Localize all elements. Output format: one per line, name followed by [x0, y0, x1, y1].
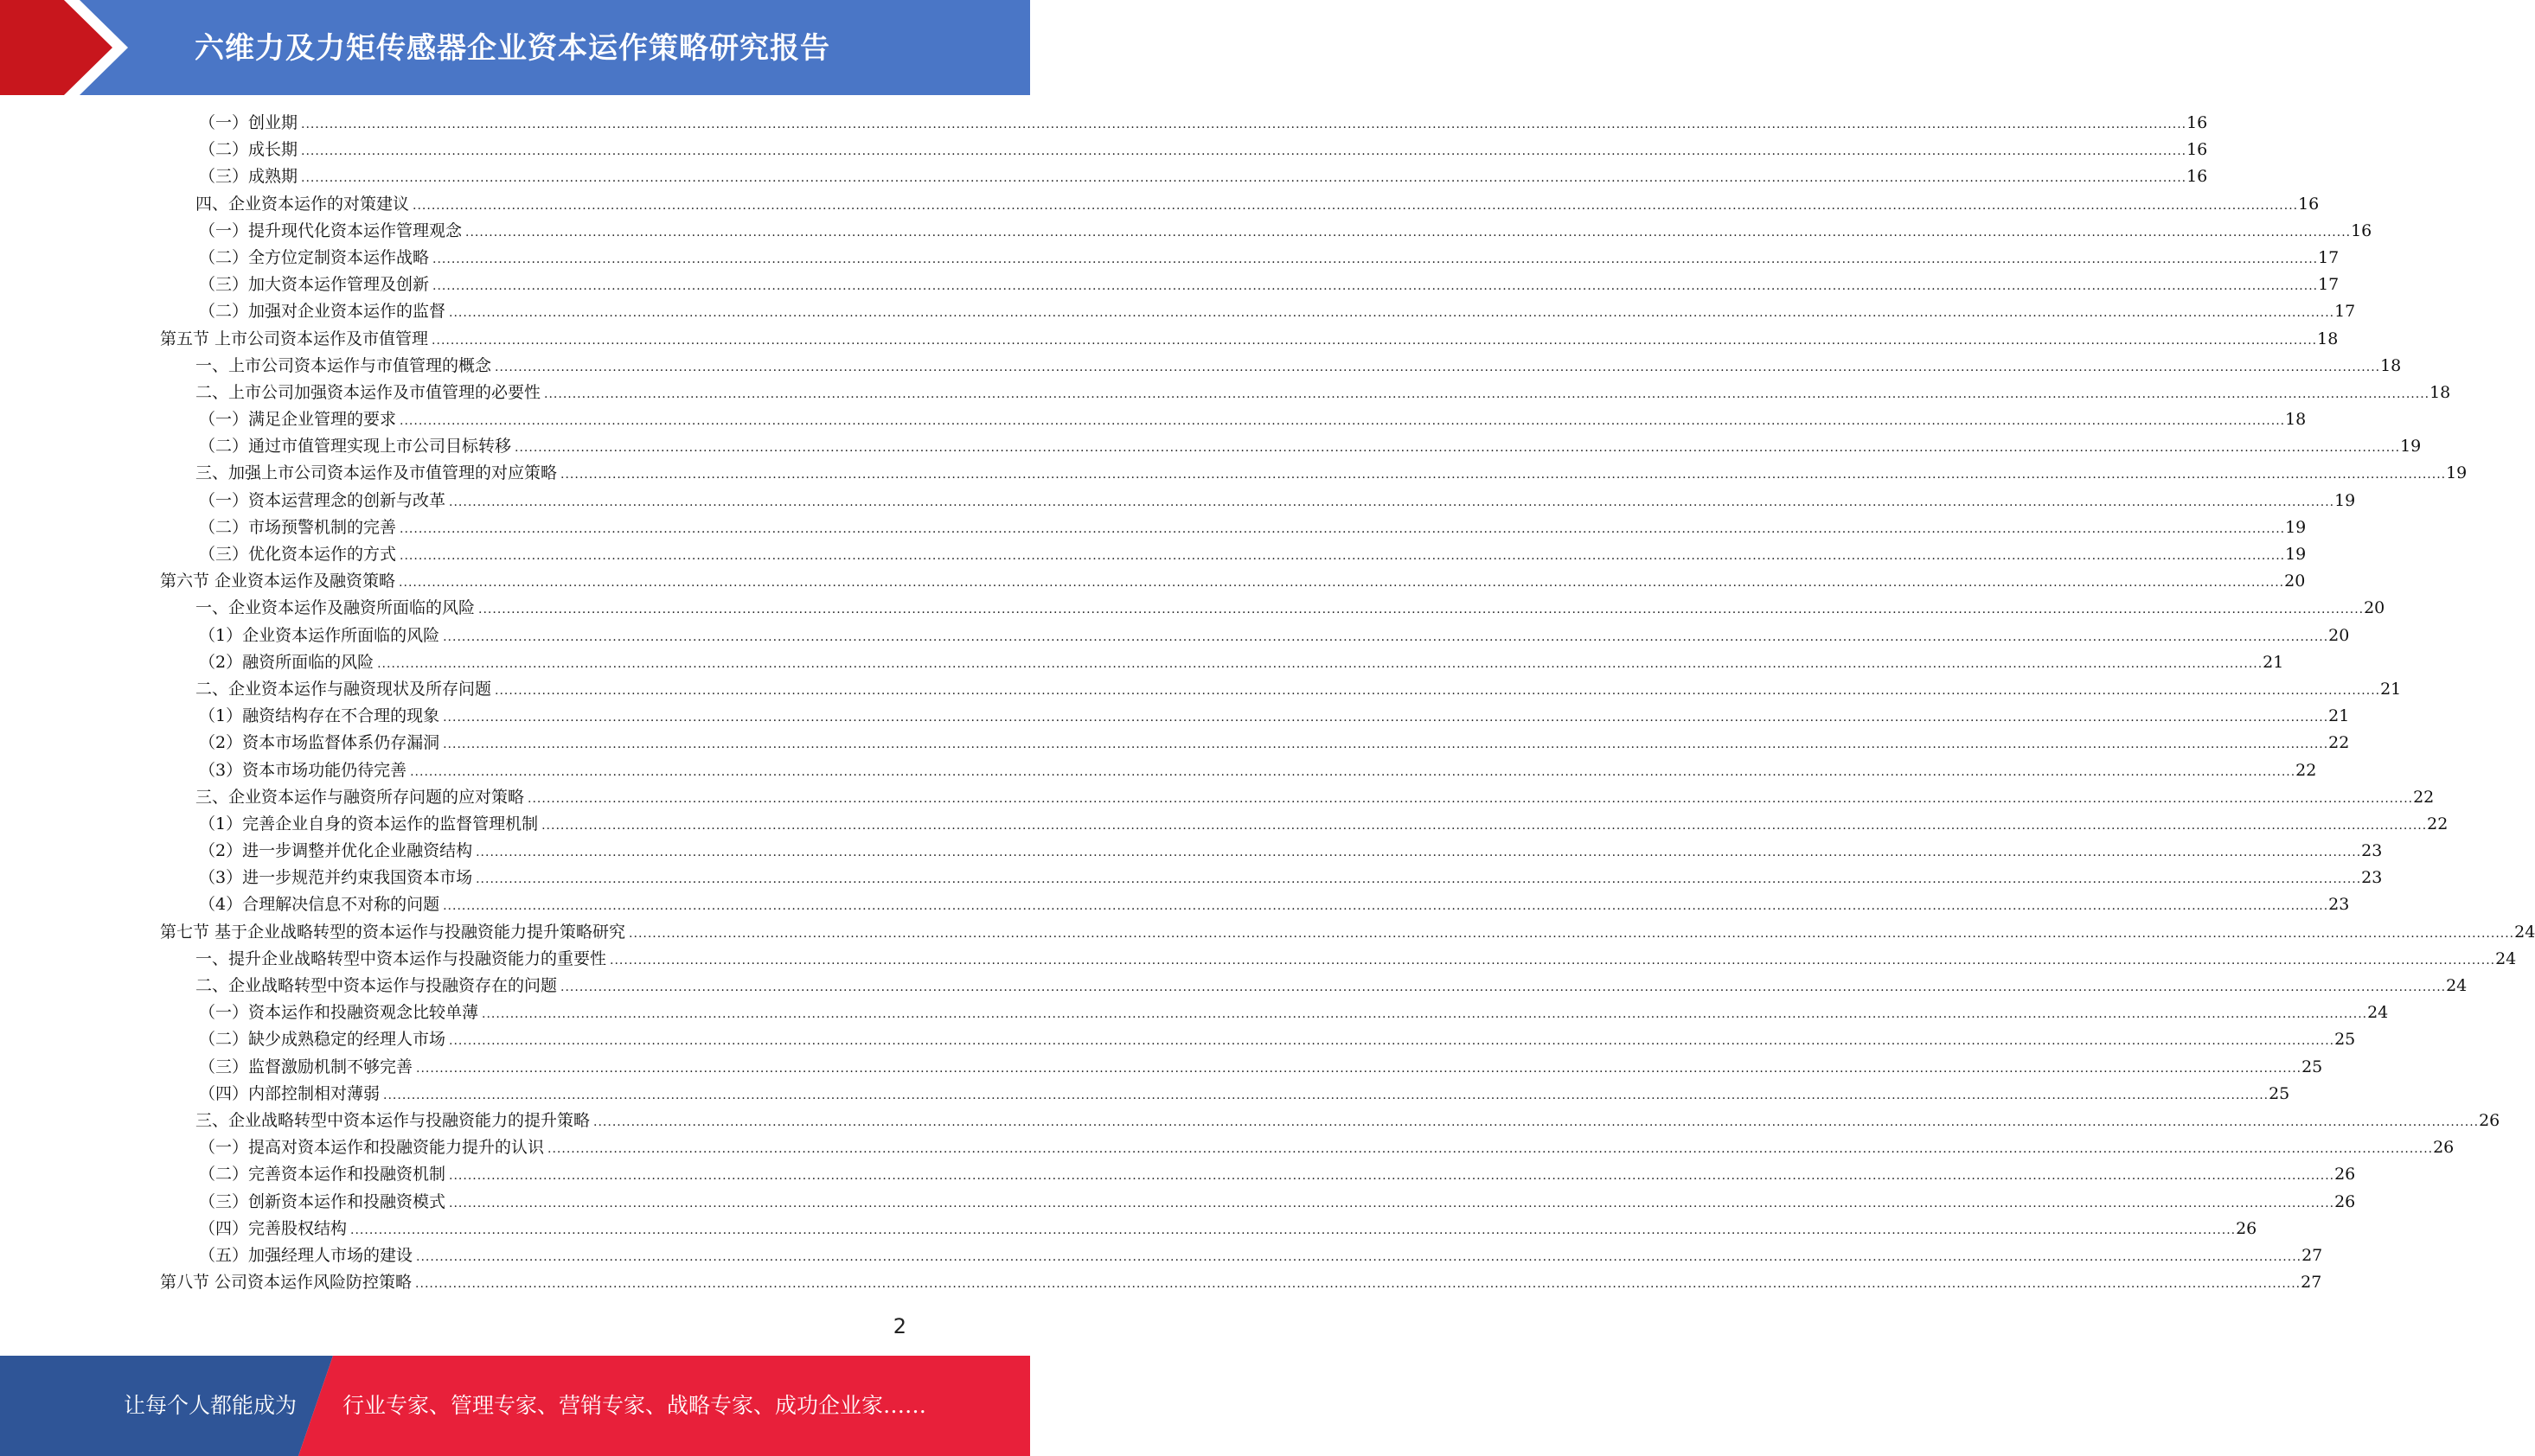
toc-leader-dots: ................................................................................................................................................................................................................................................................................................................................................................................................................	[416, 1061, 2302, 1076]
footer-slogan-left: 让每个人都能成为	[124, 1393, 298, 1418]
toc-leader-dots: ................................................................................................................................................................................................................................................................................................................................................................................................................	[413, 198, 2299, 213]
toc-entry-page: 22	[2427, 814, 2449, 833]
toc-entry-page: 20	[2328, 625, 2350, 645]
toc-entry-page: 16	[2186, 140, 2208, 160]
toc-leader-dots: ................................................................................................................................................................................................................................................................................................................................................................................................................	[528, 791, 2414, 806]
toc-entry[interactable]	[0, 623, 2350, 649]
toc-entry-label: （二）加强对企业资本运作的监督	[199, 302, 446, 322]
toc-entry[interactable]	[0, 1269, 2322, 1296]
toc-entry[interactable]	[0, 946, 2517, 973]
toc-entry-label: 三、加强上市公司资本运作及市值管理的对应策略	[195, 463, 558, 483]
toc-leader-dots: ................................................................................................................................................................................................................................................................................................................................................................................................................	[560, 468, 2447, 482]
toc-entry-page: 19	[2446, 463, 2468, 483]
toc-leader-dots: ................................................................................................................................................................................................................................................................................................................................................................................................................	[400, 414, 2286, 429]
toc-entry[interactable]	[0, 1108, 2500, 1134]
toc-entry[interactable]	[0, 1161, 2356, 1188]
toc-entry[interactable]	[0, 1134, 2455, 1161]
toc-entry[interactable]	[0, 811, 2449, 838]
toc-entry-page: 23	[2328, 895, 2350, 915]
toc-leader-dots: ................................................................................................................................................................................................................................................................................................................................................................................................................	[495, 360, 2381, 374]
toc-leader-dots: ................................................................................................................................................................................................................................................................................................................................................................................................................	[465, 225, 2352, 239]
toc-entry-page: 21	[2380, 679, 2402, 699]
toc-leader-dots: ................................................................................................................................................................................................................................................................................................................................................................................................................	[416, 1249, 2302, 1264]
toc-entry-label: 三、企业资本运作与融资所存问题的应对策略	[195, 787, 525, 807]
toc-entry-page: 22	[2328, 733, 2350, 753]
toc-entry-page: 24	[2446, 976, 2468, 995]
toc-leader-dots: ................................................................................................................................................................................................................................................................................................................................................................................................................	[515, 441, 2401, 456]
toc-entry-label: 第五节 上市公司资本运作及市值管理	[160, 329, 429, 348]
toc-entry[interactable]	[0, 919, 2535, 946]
toc-entry[interactable]	[0, 488, 2356, 514]
toc-entry[interactable]	[0, 784, 2435, 811]
toc-entry-label: （一）资本运营理念的创新与改革	[199, 490, 446, 510]
page-footer	[0, 1356, 1030, 1456]
toc-leader-dots: ................................................................................................................................................................................................................................................................................................................................................................................................................	[476, 872, 2362, 887]
toc-leader-dots: ................................................................................................................................................................................................................................................................................................................................................................................................................	[449, 306, 2335, 321]
toc-entry-label: （五）加强经理人市场的建设	[199, 1245, 413, 1265]
toc-entry-page: 27	[2301, 1245, 2323, 1265]
toc-entry-label: （一）创业期	[199, 113, 298, 132]
toc-entry-page: 26	[2433, 1138, 2455, 1158]
toc-entry[interactable]	[0, 245, 2340, 271]
toc-entry-page: 24	[2495, 948, 2517, 968]
toc-entry-page: 26	[2479, 1110, 2500, 1130]
toc-leader-dots: ................................................................................................................................................................................................................................................................................................................................................................................................................	[301, 118, 2187, 131]
toc-entry-label: （二）通过市值管理实现上市公司目标转移	[199, 437, 512, 457]
toc-entry-page: 25	[2334, 1030, 2356, 1050]
toc-leader-dots: ................................................................................................................................................................................................................................................................................................................................................................................................................	[482, 1007, 2368, 1022]
toc-entry[interactable]	[0, 541, 2307, 568]
toc-leader-dots: ................................................................................................................................................................................................................................................................................................................................................................................................................	[560, 980, 2447, 994]
toc-entry-page: 18	[2380, 355, 2402, 375]
toc-entry-label: 一、提升企业战略转型中资本运作与投融资能力的重要性	[195, 948, 607, 968]
toc-entry-page: 19	[2334, 490, 2356, 510]
toc-entry[interactable]	[0, 1216, 2257, 1242]
toc-entry-label: （二）市场预警机制的完善	[199, 517, 397, 537]
toc-leader-dots: ................................................................................................................................................................................................................................................................................................................................................................................................................	[478, 603, 2365, 617]
toc-entry-label: （三）监督激励机制不够完善	[199, 1057, 413, 1076]
toc-entry-page: 19	[2285, 517, 2307, 537]
toc-leader-dots: ................................................................................................................................................................................................................................................................................................................................................................................................................	[383, 1088, 2269, 1102]
toc-entry[interactable]	[0, 1189, 2356, 1216]
toc-entry-page: 16	[2298, 194, 2320, 214]
toc-entry-page: 27	[2301, 1273, 2322, 1293]
toc-entry[interactable]	[0, 110, 2208, 137]
toc-entry-label: 第八节 公司资本运作风险防控策略	[160, 1273, 413, 1293]
toc-entry[interactable]	[0, 973, 2468, 999]
toc-entry-label: （3）资本市场功能仍待完善	[199, 760, 407, 780]
toc-entry-label: （2）资本市场监督体系仍存漏洞	[199, 733, 440, 753]
toc-entry[interactable]	[0, 838, 2383, 865]
toc-entry-label: （二）全方位定制资本运作战略	[199, 247, 430, 267]
footer-slogan-right: 行业专家、管理专家、营销专家、战略专家、成功企业家……	[342, 1393, 927, 1418]
toc-entry-page: 26	[2334, 1191, 2356, 1211]
toc-entry-page: 20	[2364, 598, 2385, 618]
toc-entry-label: （三）创新资本运作和投融资模式	[199, 1191, 446, 1211]
toc-leader-dots: ................................................................................................................................................................................................................................................................................................................................................................................................................	[495, 683, 2381, 698]
toc-entry[interactable]	[0, 271, 2340, 298]
toc-entry-page: 17	[2318, 275, 2340, 295]
toc-entry-label: （三）优化资本运作的方式	[199, 545, 397, 564]
toc-entry-label: 第六节 企业资本运作及融资策略	[160, 572, 396, 591]
toc-entry[interactable]	[0, 163, 2208, 190]
toc-entry-label: （三）加大资本运作管理及创新	[199, 275, 430, 295]
toc-entry[interactable]	[0, 595, 2385, 622]
toc-entry-page: 21	[2263, 652, 2284, 672]
toc-leader-dots: ................................................................................................................................................................................................................................................................................................................................................................................................................	[415, 1277, 2301, 1292]
toc-leader-dots: ................................................................................................................................................................................................................................................................................................................................................................................................................	[449, 1196, 2335, 1210]
toc-entry[interactable]	[0, 730, 2350, 757]
toc-leader-dots: ................................................................................................................................................................................................................................................................................................................................................................................................................	[443, 899, 2329, 914]
toc-entry-label: （1）融资结构存在不合理的现象	[199, 706, 440, 726]
toc-leader-dots: ................................................................................................................................................................................................................................................................................................................................................................................................................	[593, 1114, 2480, 1129]
toc-entry-page: 16	[2186, 113, 2208, 132]
toc-entry-label: （一）提升现代化资本运作管理观念	[199, 220, 463, 240]
toc-entry-label: （4）合理解决信息不对称的问题	[199, 895, 440, 915]
toc-entry[interactable]	[0, 1081, 2290, 1108]
toc-entry-label: 四、企业资本运作的对策建议	[195, 194, 410, 214]
toc-entry-label: （3）进一步规范并约束我国资本市场	[199, 868, 473, 888]
document-title: 六维力及力矩传感器企业资本运作策略研究报告	[195, 31, 830, 66]
toc-entry[interactable]	[0, 353, 2402, 380]
toc-entry-label: 三、企业战略转型中资本运作与投融资能力的提升策略	[195, 1110, 591, 1130]
toc-leader-dots: ................................................................................................................................................................................................................................................................................................................................................................................................................	[301, 171, 2187, 186]
toc-entry[interactable]	[0, 298, 2356, 325]
toc-entry-label: （一）满足企业管理的要求	[199, 410, 397, 430]
toc-leader-dots: ................................................................................................................................................................................................................................................................................................................................................................................................................	[400, 549, 2286, 563]
toc-entry[interactable]	[0, 568, 2306, 595]
toc-entry-page: 21	[2328, 706, 2350, 726]
toc-entry[interactable]	[0, 1054, 2323, 1081]
toc-entry[interactable]	[0, 649, 2284, 676]
toc-leader-dots: ................................................................................................................................................................................................................................................................................................................................................................................................................	[476, 846, 2362, 860]
toc-entry-page: 22	[2295, 760, 2317, 780]
toc-entry-page: 16	[2186, 167, 2208, 187]
toc-entry[interactable]	[0, 703, 2350, 730]
toc-leader-dots: ................................................................................................................................................................................................................................................................................................................................................................................................................	[301, 144, 2187, 159]
toc-entry-page: 26	[2334, 1165, 2356, 1185]
toc-entry-label: （一）提高对资本运作和投融资能力提升的认识	[199, 1138, 545, 1158]
toc-entry[interactable]	[0, 865, 2383, 891]
toc-entry-page: 24	[2514, 922, 2535, 942]
toc-entry-label: （二）完善资本运作和投融资机制	[199, 1165, 446, 1185]
toc-entry[interactable]	[0, 326, 2339, 353]
toc-entry-label: （2）进一步调整并优化企业融资结构	[199, 841, 473, 861]
toc-leader-dots: ................................................................................................................................................................................................................................................................................................................................................................................................................	[610, 953, 2496, 967]
toc-leader-dots: ................................................................................................................................................................................................................................................................................................................................................................................................................	[399, 576, 2285, 591]
toc-leader-dots: ................................................................................................................................................................................................................................................................................................................................................................................................................	[449, 1169, 2335, 1184]
toc-entry[interactable]	[0, 406, 2307, 433]
toc-entry-label: （一）资本运作和投融资观念比较单薄	[199, 1003, 479, 1023]
toc-leader-dots: ................................................................................................................................................................................................................................................................................................................................................................................................................	[443, 629, 2329, 644]
toc-entry-page: 16	[2351, 220, 2372, 240]
toc-leader-dots: ................................................................................................................................................................................................................................................................................................................................................................................................................	[410, 764, 2296, 779]
toc-entry[interactable]	[0, 433, 2422, 460]
toc-leader-dots: ................................................................................................................................................................................................................................................................................................................................................................................................................	[449, 495, 2335, 509]
toc-leader-dots: ................................................................................................................................................................................................................................................................................................................................................................................................................	[350, 1223, 2237, 1237]
toc-leader-dots: ................................................................................................................................................................................................................................................................................................................................................................................................................	[547, 1142, 2434, 1157]
toc-entry-label: （二）缺少成熟稳定的经理人市场	[199, 1030, 446, 1050]
toc-entry-label: 二、企业战略转型中资本运作与投融资存在的问题	[195, 976, 558, 995]
toc-entry-page: 23	[2361, 841, 2383, 861]
toc-entry-page: 20	[2284, 572, 2306, 591]
toc-entry-page: 25	[2301, 1057, 2323, 1076]
table-of-contents	[0, 110, 2535, 1296]
toc-entry-page: 18	[2285, 410, 2307, 430]
toc-leader-dots: ................................................................................................................................................................................................................................................................................................................................................................................................................	[443, 711, 2329, 725]
toc-entry-label: 第七节 基于企业战略转型的资本运作与投融资能力提升策略研究	[160, 922, 626, 942]
toc-entry-label: （三）成熟期	[199, 167, 298, 187]
toc-entry[interactable]	[0, 891, 2350, 918]
toc-entry-label: 二、上市公司加强资本运作及市值管理的必要性	[195, 382, 541, 402]
toc-entry[interactable]	[0, 676, 2402, 703]
toc-entry[interactable]	[0, 757, 2317, 784]
toc-entry[interactable]	[0, 218, 2372, 245]
toc-entry[interactable]	[0, 380, 2451, 406]
toc-entry[interactable]	[0, 137, 2208, 163]
toc-entry-label: 一、企业资本运作及融资所面临的风险	[195, 598, 476, 618]
toc-entry-label: 一、上市公司资本运作与市值管理的概念	[195, 355, 492, 375]
toc-entry-label: （2）融资所面临的风险	[199, 652, 374, 672]
toc-entry[interactable]	[0, 1026, 2356, 1053]
toc-leader-dots: ................................................................................................................................................................................................................................................................................................................................................................................................................	[377, 656, 2263, 671]
toc-entry-page: 17	[2334, 302, 2356, 322]
toc-entry-page: 24	[2367, 1003, 2389, 1023]
toc-entry-label: （四）完善股权结构	[199, 1218, 348, 1238]
page-number: 2	[893, 1314, 906, 1338]
toc-entry-label: （1）完善企业自身的资本运作的监督管理机制	[199, 814, 539, 833]
toc-entry-label: （1）企业资本运作所面临的风险	[199, 625, 440, 645]
toc-leader-dots: ................................................................................................................................................................................................................................................................................................................................................................................................................	[449, 1034, 2335, 1049]
toc-entry[interactable]	[0, 514, 2307, 541]
toc-leader-dots: ................................................................................................................................................................................................................................................................................................................................................................................................................	[432, 333, 2318, 348]
toc-leader-dots: ................................................................................................................................................................................................................................................................................................................................................................................................................	[432, 279, 2319, 294]
toc-entry[interactable]	[0, 191, 2320, 218]
toc-leader-dots: ................................................................................................................................................................................................................................................................................................................................................................................................................	[544, 386, 2430, 401]
toc-entry-page: 19	[2285, 545, 2307, 564]
toc-entry-page: 22	[2413, 787, 2435, 807]
toc-entry-page: 25	[2269, 1083, 2290, 1103]
toc-entry-label: 二、企业资本运作与融资现状及所存问题	[195, 679, 492, 699]
toc-entry-page: 23	[2361, 868, 2383, 888]
toc-entry[interactable]	[0, 999, 2389, 1026]
toc-entry-page: 19	[2400, 437, 2422, 457]
toc-leader-dots: ................................................................................................................................................................................................................................................................................................................................................................................................................	[541, 818, 2428, 833]
toc-entry-page: 26	[2236, 1218, 2257, 1238]
toc-leader-dots: ................................................................................................................................................................................................................................................................................................................................................................................................................	[400, 521, 2286, 536]
toc-entry[interactable]	[0, 460, 2468, 487]
toc-entry-page: 18	[2317, 329, 2339, 348]
toc-leader-dots: ................................................................................................................................................................................................................................................................................................................................................................................................................	[629, 926, 2515, 941]
toc-leader-dots: ................................................................................................................................................................................................................................................................................................................................................................................................................	[443, 738, 2329, 752]
toc-leader-dots: ................................................................................................................................................................................................................................................................................................................................................................................................................	[432, 252, 2319, 266]
toc-entry-page: 18	[2429, 382, 2451, 402]
toc-entry-label: （四）内部控制相对薄弱	[199, 1083, 381, 1103]
toc-entry-page: 17	[2318, 247, 2340, 267]
page-header	[0, 0, 1030, 95]
toc-entry[interactable]	[0, 1242, 2323, 1269]
toc-entry-label: （二）成长期	[199, 140, 298, 160]
